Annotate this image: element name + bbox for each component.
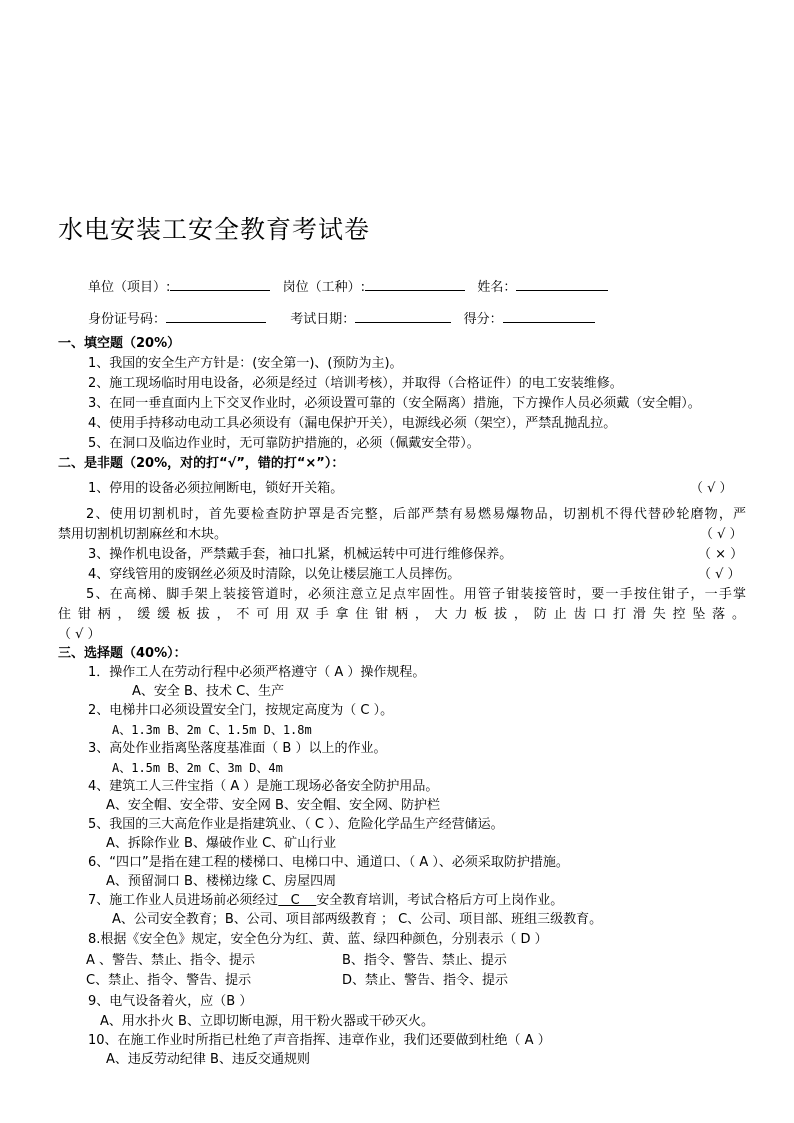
q6: 6、“四口”是指在建工程的楼梯口、电梯口中、通道口、（ A ）、必须采取防护措施。 [88,855,569,870]
name-blank[interactable] [516,278,608,291]
section2-item-5-line-1: 5、在高梯、脚手架上装接管道时，必须注意立足点牢固性。用管子钳装接管时，要一手按住钳子，一手掌 [86,587,746,602]
section2-item-5-mark: （ √ ） [58,627,101,642]
section2-item-3-mark: （ × ） [698,547,744,562]
section2-item-1: 1、停用的设备必须拉闸断电，锁好开关箱。 [88,481,344,496]
info-row-2 [88,310,595,328]
q8-option-a: A 、警告、禁止、指令、提示 [86,953,256,968]
section1-item-4: 4、使用手持移动电动工具必须设有（漏电保护开关），电源线必须（架空），严禁乱抛乱拉。 [88,416,617,431]
post-label: 岗位（工种）: [282,280,366,295]
q8: 8.根据《安全色》规定，安全色分为红、黄、蓝、绿四种颜色，分别表示（ D ） [88,932,548,947]
id-blank[interactable] [166,310,266,323]
q9: 9、电气设备着火，应（B ） [88,994,253,1009]
section2-heading: 二、是非题（20%，对的打“√”，错的打“×”）： [58,456,345,471]
q7-suffix: 安全教育培训，考试合格后方可上岗作业。 [316,893,564,908]
q7-answer: C [278,893,317,908]
q2: 2、电梯井口必须设置安全门，按规定高度为（ C ）。 [88,703,394,718]
q7-prefix: 7、施工作业人员进场前必须经过 [88,893,279,908]
q3-options: A、1.5m B、2m C、3m D、4m [112,761,283,775]
q7-options: A、公司安全教育；B、公司、项目部两级教育 ； C、公司、项目部、班组三级教育。 [112,912,603,927]
section1-item-2: 2、施工现场临时用电设备，必须是经过（培训考核），并取得（合格证件）的电工安装维修。 [88,376,623,391]
q6-options: A、预留洞口 B、楼梯边缘 C、房屋四周 [106,874,337,889]
q3: 3、高处作业指离坠落度基准面（ B ）以上的作业。 [88,741,387,756]
section3-heading: 三、选择题（40%）： [58,646,187,661]
unit-label: 单位（项目）: [88,280,171,295]
name-label: 姓名： [477,280,517,295]
q1: 1．操作工人在劳动行程中必须严格遵守（ A ）操作规程。 [88,665,426,680]
section2-item-2-mark: （ √ ） [700,527,743,542]
score-label: 得分： [463,312,503,327]
date-blank[interactable] [355,310,451,323]
exam-title: 水电安装工安全教育考试卷 [58,215,371,244]
section1-item-3: 3、在同一垂直面内上下交叉作业时，必须设置可靠的（安全隔离）措施，下方操作人员必须戴（安全帽）。 [88,396,701,411]
q5: 5、我国的三大高危作业是指建筑业、（ C ）、危险化学品生产经营储运。 [88,817,504,832]
section2-item-1-mark: （ √ ） [690,481,733,496]
date-label: 考试日期： [290,312,356,327]
section2-item-4-mark: （ √ ） [698,567,741,582]
unit-blank[interactable] [170,278,270,291]
q8-option-c: C、禁止、指令、警告、提示 [86,973,252,988]
q2-options: A、1.3m B、2m C、1.5m D、1.8m [112,723,312,737]
section2-item-2-line-1: 2、使用切割机时，首先要检查防护罩是否完整，后部严禁有易燃易爆物品，切割机不得代替砂轮磨物，严 [86,507,746,522]
section1-heading: 一、填空题（20%） [58,336,181,351]
q1-options: A、安全 B、技术 C、生产 [132,684,285,699]
section2-item-3: 3、操作机电设备，严禁戴手套，袖口扎紧，机械运转中可进行维修保养。 [88,547,513,562]
q8-option-d: D、禁止、警告、指令、提示 [342,973,509,988]
score-blank[interactable] [503,310,595,323]
q8-option-b: B、指令、警告、禁止、提示 [342,953,507,968]
section2-item-2-line-2: 禁用切割机切割麻丝和木块。 [58,527,228,542]
q4: 4、建筑工人三件宝指（ A ）是施工现场必备安全防护用品。 [88,779,439,794]
q10-options: A、违反劳动纪律 B、违反交通规则 [106,1052,310,1067]
info-row-1 [88,278,608,296]
q10: 10、在施工作业时所指已杜绝了声音指挥、违章作业，我们还要做到杜绝（ A ） [88,1033,551,1048]
section2-item-5-line-2: 住钳柄，缓缓板拔，不可用双手拿住钳柄，大力板拔，防止齿口打滑失控坠落。 [58,607,746,622]
q4-options: A、安全帽、安全带、安全网 B、安全帽、安全网、防护栏 [106,798,440,813]
post-blank[interactable] [365,278,465,291]
id-label: 身份证号码： [88,312,167,327]
q5-options: A、拆除作业 B、爆破作业 C、矿山行业 [106,836,337,851]
section1-item-5: 5、在洞口及临边作业时，无可靠防护措施的，必须（佩戴安全带）。 [88,436,480,451]
q9-options: A、用水扑火 B、立即切断电源，用干粉火器或干砂灭火。 [100,1014,434,1029]
section2-item-4: 4、穿线管用的废钢丝必须及时清除，以免让楼层施工人员摔伤。 [88,567,461,582]
q7 [88,893,563,909]
section1-item-1: 1、我国的安全生产方针是：(安全第一)、(预防为主)。 [88,356,403,371]
